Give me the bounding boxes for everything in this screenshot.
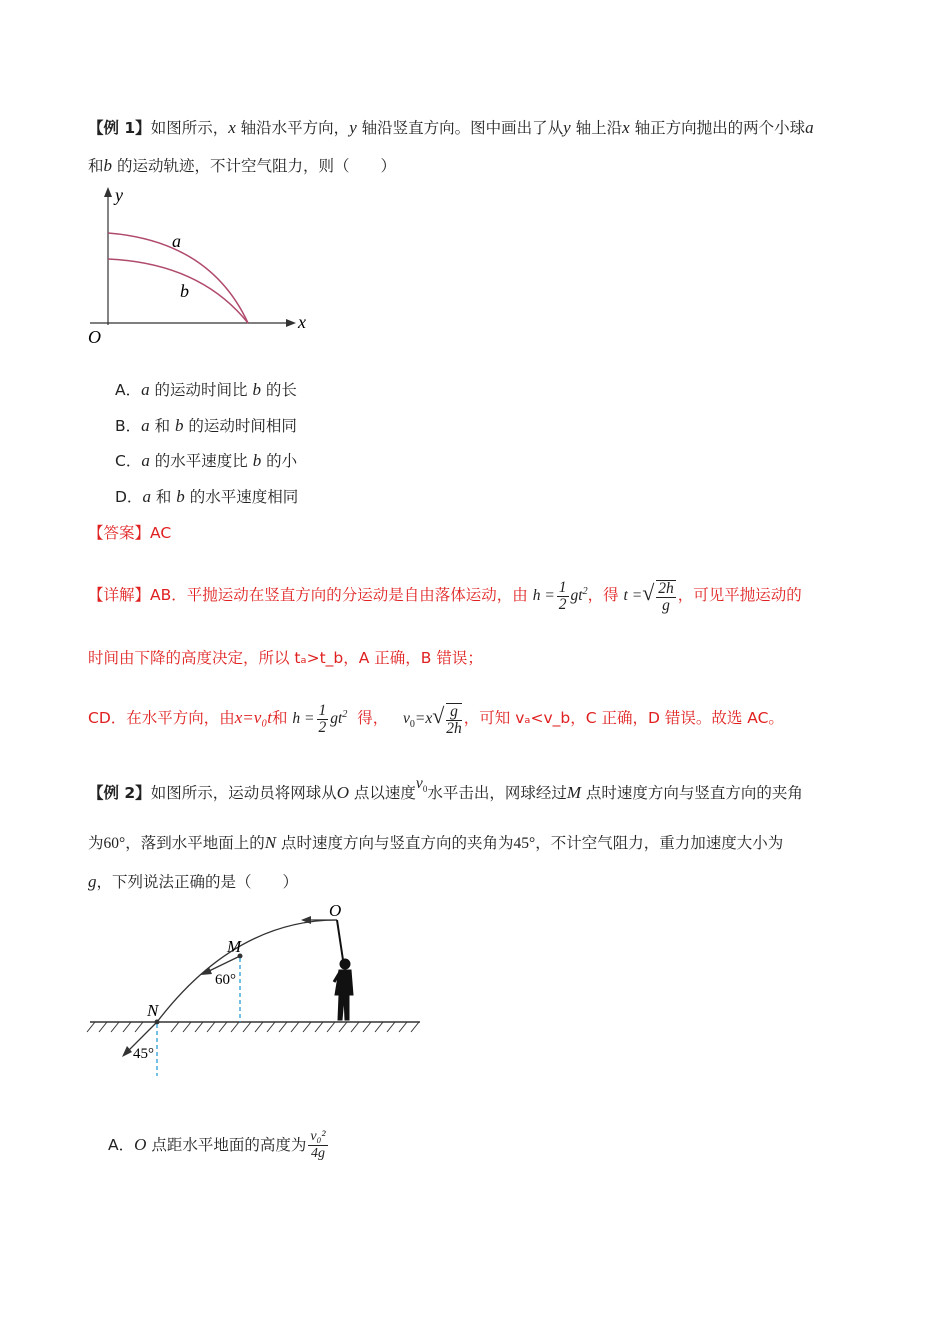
x-arrow [286, 319, 296, 327]
var: M [566, 783, 581, 802]
opt-key: B． [115, 417, 142, 435]
den: g [662, 596, 670, 614]
var: O [336, 783, 349, 802]
option-b[interactable] [115, 415, 297, 437]
text: 如图所示，运动员将网球从 [150, 784, 337, 802]
f: h = [532, 587, 555, 605]
num: 1 [318, 702, 327, 720]
text: ，落到水平地面上的 [125, 834, 265, 852]
text: 和 [149, 417, 175, 435]
angle: 45° [513, 835, 536, 852]
f: gt [330, 710, 343, 728]
var: O [134, 1135, 147, 1154]
text: 水平击出，网球经过 [427, 784, 567, 802]
label-a: a [172, 231, 181, 251]
option-c[interactable] [115, 450, 297, 472]
ground-hatch [87, 1022, 419, 1032]
sup: 2 [582, 586, 588, 597]
answer: 【答案】AC [88, 524, 172, 542]
num: v₀² [310, 1129, 326, 1144]
text: 轴沿水平方向， [235, 119, 350, 137]
detail-line-2: 时间由下降的高度决定，所以 tₐ>t_b，A 正确，B 错误； [88, 649, 483, 667]
player-silhouette [334, 920, 353, 1020]
label-x: x [298, 312, 306, 332]
var: g [88, 872, 97, 891]
sqrt-sign: √ [432, 703, 445, 729]
text: 为 [88, 834, 104, 852]
sup: 2 [342, 709, 348, 720]
velocity-m [207, 956, 240, 972]
ex2-line-3 [88, 871, 298, 893]
num: 1 [558, 579, 567, 597]
option-a[interactable] [115, 379, 297, 401]
ex2-option-a[interactable] [108, 1128, 330, 1162]
text: 的水平速度相同 [184, 488, 299, 506]
var: N [264, 833, 277, 852]
y-arrow [104, 187, 112, 197]
label-y: y [115, 185, 123, 205]
f: v [415, 775, 423, 792]
text: 的运动时间比 [149, 381, 253, 399]
text: 点以速度 [348, 784, 416, 802]
var: a [805, 118, 814, 137]
text: 和 [150, 488, 177, 506]
velocity-m-head [201, 967, 212, 975]
text: 轴上沿 [570, 119, 623, 137]
label-o: O [88, 327, 101, 347]
text: ，不计空气阻力，重力加速度大小为 [535, 834, 784, 852]
formula-h [532, 579, 588, 614]
trajectory [157, 920, 337, 1022]
text: 点时速度方向与竖直方向的夹角为 [276, 834, 514, 852]
opt-key: D． [115, 488, 143, 506]
opt-key: C． [115, 452, 142, 470]
trajectory-b [108, 259, 248, 323]
den: 4g [310, 1146, 325, 1161]
text: 的长 [260, 381, 297, 399]
f: =x [414, 710, 433, 728]
text: 轴正方向抛出的两个小球 [629, 119, 806, 137]
formula-v0 [402, 702, 464, 737]
var: b [176, 487, 185, 506]
option-d[interactable] [115, 486, 298, 508]
var: y [349, 118, 357, 137]
formula-t [623, 579, 678, 614]
text: 的运动时间相同 [183, 417, 297, 435]
num: 2h [658, 579, 674, 597]
text: ，得 [587, 586, 619, 605]
f: gt [570, 587, 583, 605]
text: 的水平速度比 [149, 452, 253, 470]
var: a [142, 487, 151, 506]
text: 点时速度方向与竖直方向的夹角 [581, 784, 803, 802]
text: 的运动轨迹，不计空气阻力，则（ ） [112, 157, 396, 175]
var: x [622, 118, 630, 137]
var: a [141, 380, 150, 399]
den: 2 [558, 596, 567, 614]
frac [308, 1129, 327, 1162]
ex2-line-2 [88, 832, 783, 855]
ex2-figure [85, 900, 425, 1080]
label-m: M [227, 937, 242, 956]
var: b [252, 451, 262, 470]
angle: 60° [103, 835, 126, 852]
label-o: O [329, 901, 342, 920]
frac [446, 703, 462, 737]
frac [317, 703, 329, 736]
num: g [446, 704, 462, 721]
label-n: N [147, 1001, 159, 1020]
frac [656, 580, 676, 614]
opt-key: A． [115, 381, 142, 399]
var: b [175, 416, 184, 435]
sqrt-sign: √ [642, 580, 655, 606]
sub: 0 [422, 784, 428, 795]
f: v [402, 710, 410, 728]
text: 和 [271, 709, 288, 728]
text: 的小 [261, 452, 298, 470]
text: CD．在水平方向，由 [88, 709, 235, 728]
text: 【详解】AB．平抛运动在竖直方向的分运动是自由落体运动，由 [88, 586, 528, 605]
den: 2h [446, 719, 462, 737]
sub: 0 [409, 719, 415, 731]
ex2-line-1 [88, 775, 803, 814]
f: h = [292, 710, 315, 728]
text: 和 [88, 157, 104, 175]
label-b: b [180, 281, 189, 301]
ex2-tag: 【例 2】 [88, 784, 151, 802]
ex1-tag: 【例 1】 [88, 119, 151, 137]
var: b [252, 380, 261, 399]
text: 点距水平地面的高度为 [146, 1136, 307, 1154]
formula-h2 [292, 702, 348, 737]
text: ，下列说法正确的是（ ） [96, 873, 299, 891]
var: a [141, 416, 150, 435]
var: x [228, 118, 236, 137]
ex1-figure [80, 185, 320, 355]
var: y [563, 118, 571, 137]
opt-key: A． [108, 1136, 135, 1154]
text: 得， [357, 709, 389, 728]
label-45: 45° [133, 1046, 154, 1062]
detail-line-1 [88, 567, 802, 621]
v0 [415, 775, 428, 795]
var: a [141, 451, 150, 470]
label-60: 60° [215, 972, 236, 988]
text: 如图所示， [150, 119, 229, 137]
den: 2 [318, 719, 327, 737]
ex1-line-1 [88, 117, 814, 139]
detail-line-3 [88, 690, 784, 750]
ex1-line-2 [88, 155, 396, 177]
var: b [103, 156, 113, 175]
f: t = [623, 587, 643, 605]
text: ，可知 vₐ<v_b，C 正确，D 错误。故选 AC。 [463, 709, 784, 728]
var: x=v₀t [234, 708, 272, 728]
text: 轴沿竖直方向。图中画出了从 [356, 119, 564, 137]
frac [557, 580, 569, 613]
text: ，可见平抛运动的 [677, 586, 802, 605]
